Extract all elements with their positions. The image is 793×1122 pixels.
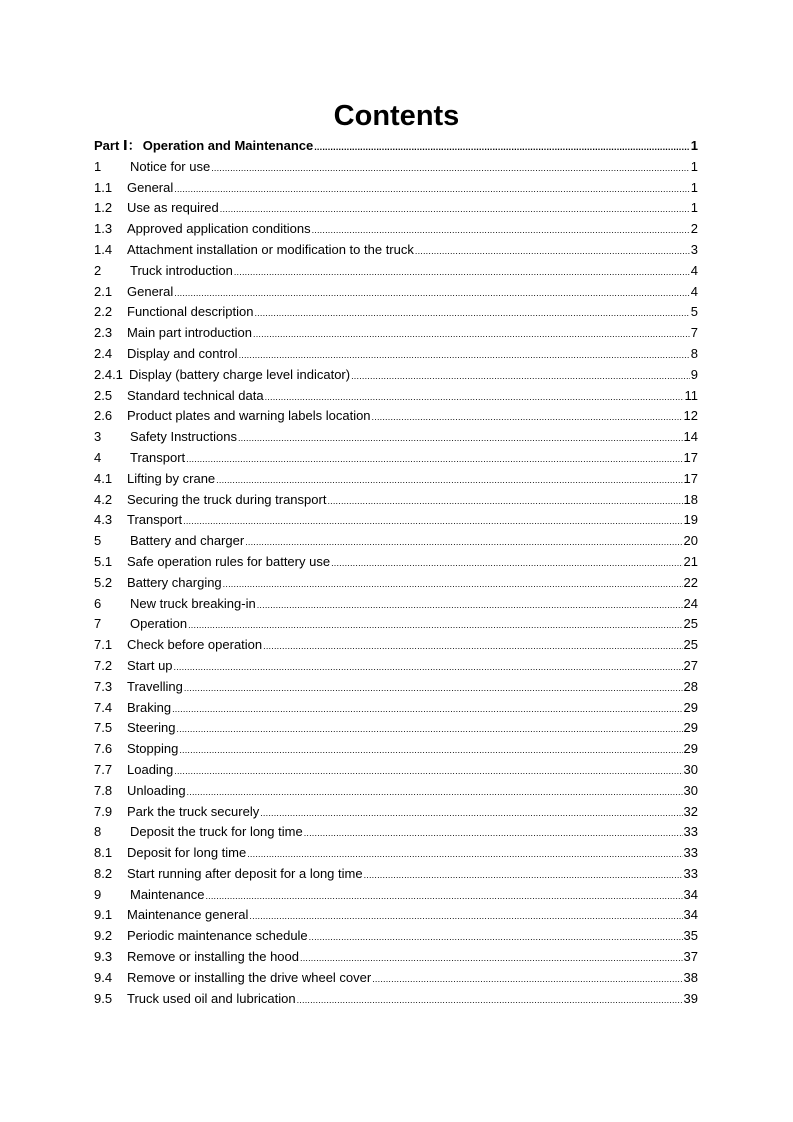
toc-page-number: 3	[690, 241, 698, 257]
toc-dot-leader	[216, 470, 682, 491]
toc-entry-number: 7.5	[94, 720, 113, 736]
toc-dot-leader	[174, 657, 683, 678]
toc-entry[interactable]	[94, 760, 698, 781]
toc-dot-leader	[188, 615, 682, 636]
toc-entry-title: Lifting by crane	[127, 470, 216, 486]
toc-page-number: 17	[683, 449, 698, 465]
toc-entry-number: 5.1	[94, 553, 113, 569]
toc-page-number: 12	[683, 408, 698, 424]
toc-entry[interactable]	[94, 261, 698, 282]
toc-entry[interactable]	[94, 490, 698, 511]
toc-entry[interactable]	[94, 947, 698, 968]
toc-entry[interactable]	[94, 864, 698, 885]
toc-entry-number: 1	[94, 158, 102, 174]
toc-dot-leader	[304, 823, 683, 844]
toc-entry-number: 9.4	[94, 969, 113, 985]
toc-entry-title: Operation and Maintenance	[142, 138, 314, 153]
toc-entry-number: 7.1	[94, 637, 113, 653]
toc-entry-title: Safe operation rules for battery use	[127, 553, 331, 569]
toc-entry-title: Loading	[127, 761, 174, 777]
toc-page-number: 14	[683, 429, 698, 445]
toc-dot-leader	[211, 158, 690, 179]
toc-dot-leader	[186, 449, 682, 470]
toc-dot-leader	[300, 948, 683, 969]
toc-entry[interactable]	[94, 219, 698, 240]
toc-entry[interactable]	[94, 739, 698, 760]
toc-dot-leader	[239, 345, 690, 366]
toc-page-number: 34	[683, 886, 698, 902]
toc-entry-number: 2	[94, 262, 102, 278]
toc-entry-number: 9.1	[94, 907, 113, 923]
toc-entry[interactable]	[94, 178, 698, 199]
toc-entry-title: Battery charging	[127, 574, 222, 590]
toc-page-number: 8	[690, 345, 698, 361]
toc-dot-leader	[187, 782, 683, 803]
toc-dot-leader	[331, 553, 682, 574]
toc-entry[interactable]	[94, 635, 698, 656]
toc-page-number: 24	[683, 595, 698, 611]
toc-entry-title: Travelling	[127, 678, 183, 694]
toc-entry-title: Safety Instructions	[130, 429, 237, 445]
toc-dot-leader	[174, 179, 690, 200]
toc-entry[interactable]	[94, 843, 698, 864]
toc-entry-title: Remove or installing the drive wheel cover	[127, 969, 372, 985]
toc-dot-leader	[174, 283, 690, 304]
toc-entry-number: 7.6	[94, 741, 113, 757]
toc-entry-number: 5.2	[94, 574, 113, 590]
toc-dot-leader	[172, 699, 682, 720]
toc-entry[interactable]	[94, 926, 698, 947]
toc-entry-number: 7.3	[94, 678, 113, 694]
toc-entry-title: Notice for use	[130, 158, 211, 174]
toc-entry-title: Deposit for long time	[127, 845, 247, 861]
toc-entry-title: Check before operation	[127, 637, 263, 653]
toc-entry-number: 7.2	[94, 657, 113, 673]
toc-dot-leader	[254, 303, 689, 324]
toc-entry[interactable]	[94, 323, 698, 344]
toc-entry[interactable]	[94, 386, 698, 407]
toc-dot-leader	[176, 719, 682, 740]
toc-entry-number: 4.3	[94, 512, 113, 528]
toc-page-number: 25	[683, 637, 698, 653]
toc-page-number: 27	[683, 657, 698, 673]
toc-entry-title: Truck used oil and lubrication	[127, 990, 296, 1006]
toc-dot-leader	[220, 199, 690, 220]
page-title: Contents	[333, 100, 460, 132]
toc-dot-leader	[183, 511, 682, 532]
toc-entry[interactable]	[94, 469, 698, 490]
toc-entry-title: Battery and charger	[130, 533, 245, 549]
toc-page-number: 19	[683, 512, 698, 528]
toc-page-number: 18	[683, 491, 698, 507]
toc-entry-number: 2.6	[94, 408, 113, 424]
toc-dot-leader	[364, 865, 683, 886]
toc-entry-number: 9.5	[94, 990, 113, 1006]
toc-page-number: 30	[683, 782, 698, 798]
toc-page-number: 1	[690, 179, 698, 195]
toc-entry-title: Park the truck securely	[127, 803, 260, 819]
toc-dot-leader	[179, 740, 682, 761]
toc-dot-leader	[234, 262, 690, 283]
toc-entry[interactable]	[94, 594, 698, 615]
toc-page-number: 21	[683, 553, 698, 569]
toc-entry-number: 7.9	[94, 803, 113, 819]
toc-entry-title: Stopping	[127, 741, 179, 757]
toc-entry[interactable]	[94, 282, 698, 303]
toc-page-number: 32	[683, 803, 698, 819]
toc-entry[interactable]	[94, 406, 698, 427]
toc-entry-title: Steering	[127, 720, 176, 736]
toc-entry-number: 3	[94, 429, 102, 445]
toc-entry[interactable]	[94, 573, 698, 594]
toc-entry-title: Start up	[127, 657, 173, 673]
toc-dot-leader	[297, 990, 683, 1011]
toc-dot-leader	[372, 407, 683, 428]
toc-page-number: 1	[690, 200, 698, 216]
toc-dot-leader	[327, 491, 682, 512]
toc-entry-number: 2.5	[94, 387, 113, 403]
toc-entry[interactable]	[94, 698, 698, 719]
toc-entry-number: 4.2	[94, 491, 113, 507]
toc-page-number: 20	[683, 533, 698, 549]
toc-entry-title: Remove or installing the hood	[127, 949, 299, 965]
toc-page-number: 7	[690, 325, 698, 341]
toc-entry-number: 7.8	[94, 782, 113, 798]
toc-entry-number: 7.4	[94, 699, 113, 715]
toc-entry[interactable]	[94, 157, 698, 178]
toc-entry-title: Attachment installation or modification to the truck	[127, 241, 414, 257]
toc-entry-number: 4	[94, 449, 102, 465]
toc-page-number: 9	[690, 366, 698, 382]
toc-entry-title: General	[127, 179, 174, 195]
toc-page-number: 38	[683, 969, 698, 985]
toc-dot-leader	[260, 803, 682, 824]
toc-entry-title: Braking	[127, 699, 172, 715]
toc-dot-leader	[351, 366, 690, 387]
toc-entry-number: 6	[94, 595, 102, 611]
toc-page-number: 17	[683, 470, 698, 486]
toc-dot-leader	[372, 969, 682, 990]
toc-dot-leader	[314, 137, 690, 158]
toc-dot-leader	[253, 324, 690, 345]
toc-entry[interactable]	[94, 718, 698, 739]
toc-entry[interactable]	[94, 905, 698, 926]
toc-page-number: 25	[683, 616, 698, 632]
toc-entry-number: 7	[94, 616, 102, 632]
toc-entry-title: Main part introduction	[127, 325, 253, 341]
toc-entry-number: 2.3	[94, 325, 113, 341]
toc-dot-leader	[184, 678, 683, 699]
toc-entry-number: 9.2	[94, 928, 113, 944]
toc-entry-number: 2.2	[94, 304, 113, 320]
toc-entry[interactable]	[94, 968, 698, 989]
toc-dot-leader	[249, 906, 682, 927]
toc-page-number: 29	[683, 741, 698, 757]
toc-page-number: 11	[684, 387, 698, 403]
toc-entry-title: Truck introduction	[130, 262, 233, 278]
toc-entry-number: 2.1	[94, 283, 113, 299]
toc-page-number: 33	[683, 824, 698, 840]
toc-entry[interactable]	[94, 614, 698, 635]
toc-dot-leader	[312, 220, 690, 241]
toc-entry[interactable]	[94, 677, 698, 698]
toc-entry-number: 1.4	[94, 241, 113, 257]
toc-entry[interactable]	[94, 822, 698, 843]
toc-page-number: 5	[690, 304, 698, 320]
toc-page-number: 4	[690, 283, 698, 299]
toc-entry-title: Unloading	[127, 782, 186, 798]
toc-entry-number: 8	[94, 824, 102, 840]
toc-entry-title: Standard technical data	[127, 387, 264, 403]
toc-page-number: 33	[683, 865, 698, 881]
toc-page-number: 29	[683, 699, 698, 715]
toc-page-number: 4	[690, 262, 698, 278]
toc-page-number: 37	[683, 949, 698, 965]
toc-dot-leader	[247, 844, 682, 865]
toc-entry-number: 7.7	[94, 761, 113, 777]
toc-dot-leader	[238, 428, 683, 449]
toc-entry-number: 9	[94, 886, 102, 902]
toc-entry-number: 8.1	[94, 845, 113, 861]
toc-page-number: 35	[683, 928, 698, 944]
toc-entry-title: Deposit the truck for long time	[130, 824, 303, 840]
toc-entry[interactable]	[94, 531, 698, 552]
toc-entry[interactable]	[94, 240, 698, 261]
toc-entry[interactable]	[94, 365, 698, 386]
toc-page-number: 28	[683, 678, 698, 694]
toc-entry-number: Part Ⅰ：	[94, 138, 141, 153]
toc-page-number: 29	[683, 720, 698, 736]
toc-entry-title: Functional description	[127, 304, 254, 320]
toc-entry-title: Operation	[130, 616, 188, 632]
toc-entry-title: General	[127, 283, 174, 299]
toc-page-number: 2	[690, 221, 698, 237]
toc-page-number: 22	[683, 574, 698, 590]
toc-entry[interactable]	[94, 552, 698, 573]
toc-entry-title: Product plates and warning labels location	[127, 408, 371, 424]
toc-page-number: 34	[683, 907, 698, 923]
toc-entry-title: Maintenance general	[127, 907, 249, 923]
toc-dot-leader	[174, 761, 682, 782]
table-of-contents	[94, 136, 698, 1009]
toc-page-number: 33	[683, 845, 698, 861]
toc-dot-leader	[415, 241, 690, 262]
toc-entry-number: 8.2	[94, 865, 113, 881]
toc-entry[interactable]	[94, 656, 698, 677]
toc-entry-title: Display (battery charge level indicator)	[129, 366, 351, 382]
toc-dot-leader	[205, 886, 682, 907]
toc-entry[interactable]	[94, 427, 698, 448]
toc-page-number: 1	[690, 158, 698, 174]
toc-entry-number: 1.2	[94, 200, 113, 216]
toc-entry-title: Securing the truck during transport	[127, 491, 327, 507]
toc-entry-number: 1.1	[94, 179, 113, 195]
toc-entry-title: Transport	[127, 512, 183, 528]
toc-entry-title: Approved application conditions	[127, 221, 311, 237]
toc-entry-title: Use as required	[127, 200, 219, 216]
toc-entry[interactable]	[94, 781, 698, 802]
toc-page-number: 30	[683, 761, 698, 777]
toc-entry[interactable]	[94, 302, 698, 323]
toc-entry[interactable]	[94, 344, 698, 365]
toc-entry-number: 2.4	[94, 345, 113, 361]
toc-dot-leader	[309, 927, 683, 948]
toc-entry-number: 9.3	[94, 949, 113, 965]
toc-entry[interactable]	[94, 448, 698, 469]
toc-entry-title: Maintenance	[130, 886, 205, 902]
toc-entry[interactable]	[94, 802, 698, 823]
toc-entry-number: 2.4.1	[94, 366, 123, 382]
toc-page-number: 1	[690, 138, 698, 153]
toc-entry-title: Transport	[130, 449, 186, 465]
toc-entry-number: 5	[94, 533, 102, 549]
toc-entry[interactable]	[94, 989, 698, 1010]
toc-entry[interactable]	[94, 198, 698, 219]
toc-dot-leader	[265, 387, 684, 408]
toc-dot-leader	[223, 574, 683, 595]
toc-dot-leader	[257, 595, 683, 616]
toc-entry-title: Start running after deposit for a long time	[127, 865, 363, 881]
toc-entry-title: Periodic maintenance schedule	[127, 928, 308, 944]
toc-entry-title: New truck breaking-in	[130, 595, 256, 611]
toc-entry[interactable]	[94, 510, 698, 531]
toc-entry-title: Display and control	[127, 345, 238, 361]
toc-entry[interactable]	[94, 885, 698, 906]
toc-dot-leader	[245, 532, 682, 553]
toc-entry-number: 1.3	[94, 221, 113, 237]
toc-page-number: 39	[683, 990, 698, 1006]
toc-dot-leader	[263, 636, 682, 657]
toc-part-heading[interactable]	[94, 136, 698, 157]
toc-entry-number: 4.1	[94, 470, 113, 486]
